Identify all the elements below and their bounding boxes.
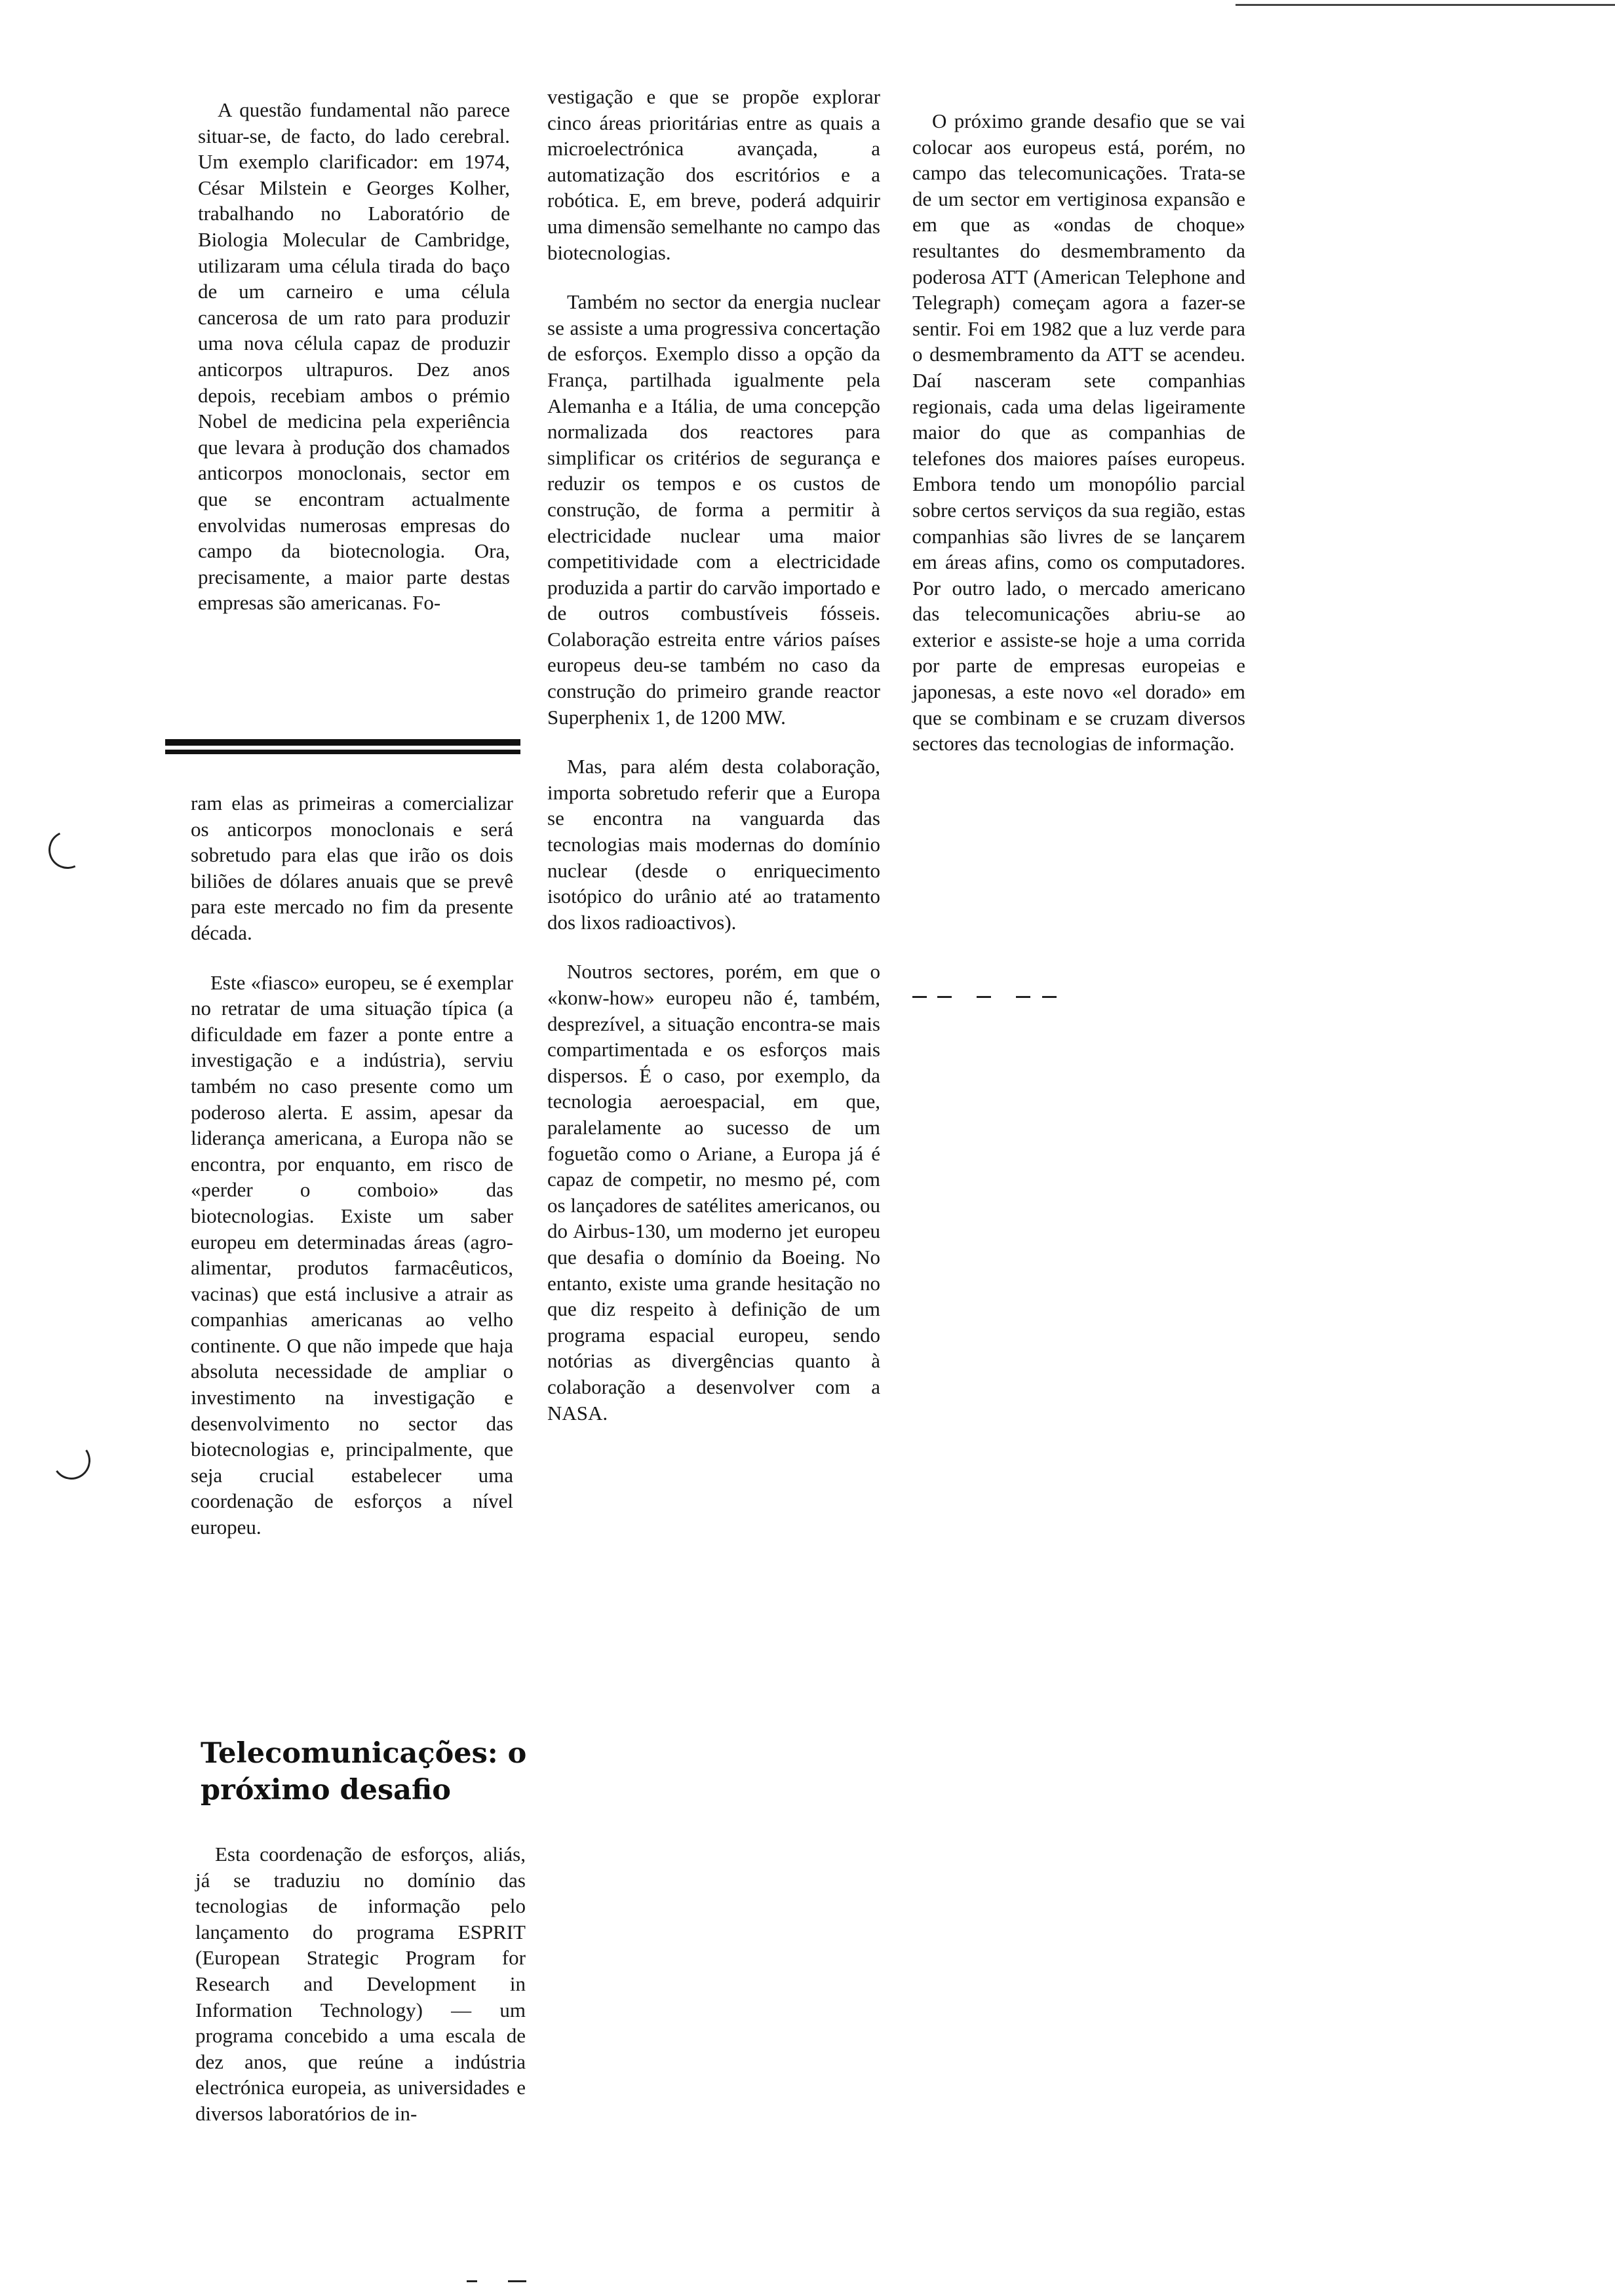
paragraph-investigacao: vestigação e que se propõe explorar cinco áreas prioritárias entre as quais a microelectrónica avançada, a automatização dos escritórios e a robótica. E, em breve, poderá adquirir uma dimensão semelhante no campo das biotecnologias.: [547, 85, 880, 264]
binder-hole-mark-top: [43, 826, 92, 874]
paragraph-fiasco-europeu: Este «fiasco» europeu, se é exemplar no retratar de uma situação típica (a dificuldade em fazer a ponte entre a investigação e a indústria), serviu também no caso presente como um poderoso alerta. E assim, apesar da liderança americana, a Europa não se encontra, por enquanto, em risco de «perder o comboio» das biotecnologias. Existe um saber europeu em determinadas áreas (agro-alimentar, produtos farmacêuticos, vacinas) que está inclusive a atrair as companhias americanas ao velho continente. O que não impede que haja absoluta necessidade de ampliar o investimento na investigação e desenvolvimento no sector das biotecnologias e, principalmente, que seja crucial estabelecer uma coordenação de esforços a nível europeu.: [191, 970, 513, 1539]
end-dash-2: [937, 996, 952, 998]
column-3: [912, 108, 1245, 757]
column-2: [547, 84, 880, 1426]
section-headline: Telecomunicações: o próximo desafio: [201, 1737, 527, 1807]
paragraph-energia-nuclear: Também no sector da energia nuclear se assiste a uma progressiva concertação de esforços. Exemplo disso a opção da França, partilhada igualmente pela Alemanha e a Itália, de uma concepção normalizada dos reactores para simplificar os critérios de segurança e reduzir os tempos e os custos de construção, de forma a permitir à electricidade nuclear uma maior competitividade com a electricidade produzida a partir do carvão importado e de outros combustíveis fósseis. Colaboração estreita entre vários países europeus deu-se também no caso da construção do primeiro grande reactor Superphenix 1, de 1200 MW.: [547, 290, 880, 729]
column-1-bottom: [191, 790, 513, 1540]
binder-hole-mark-bottom: [49, 1438, 93, 1482]
column-1-top: [198, 97, 510, 616]
paragraph-aeroespacial: Noutros sectores, porém, em que o «konw-how» europeu não é, também, desprezível, a situação encontra-se mais compartimentada e os esforços mais dispersos. É o caso, por exemplo, da tecnologia aeroespacial, em que, paralelamente ao sucesso de um foguetão como o Ariane, a Europa já é capaz de competir, no mesmo pé, com os lançadores de satélites americanos, ou do Airbus-130, um moderno jet europeu que desafia o domínio da Boeing. No entanto, existe uma grande hesitação no que diz respeito à definição de um programa espacial europeu, sendo notórias as divergências quanto à colaboração a desenvolver com a NASA.: [547, 960, 880, 1425]
separator-bar-thick: [165, 739, 520, 746]
column-1-section: [195, 1841, 526, 2127]
end-dash-5: [1042, 996, 1057, 998]
paragraph-esprit: Esta coordenação de esforços, aliás, já se traduziu no domínio das tecnologias de informação pelo lançamento do programa ESPRIT (European Strategic Program for Research and Development in Information Technology) — um programa concebido a uma escala de dez anos, que reúne a indústria electrónica europeia, as universidades e diversos laboratórios de in-: [195, 1843, 526, 2125]
end-dash-4: [1016, 996, 1030, 998]
end-dash-3: [977, 996, 991, 998]
end-dash-1: [912, 996, 927, 998]
paragraph-telecomunicacoes: O próximo grande desafio que se vai colocar aos europeus está, porém, no campo das telecomunicações. Trata-se de um sector em vertiginosa expansão e em que as «ondas de choque» resultantes do desmembramento da poderosa ATT (American Telephone and Telegraph) começam agora a fazer-se sentir. Foi em 1982 que a luz verde para o desmembramento da ATT se acendeu. Daí nasceram sete companhias regionais, cada uma delas ligeiramente maior do que as companhias de telefones dos maiores países europeus. Embora tendo um monopólio parcial sobre certos serviços da sua região, estas companhias são livres de se lançarem em áreas afins, como os computadores. Por outro lado, o mercado americano das telecomunicações abriu-se ao exterior e assiste-se hoje a uma corrida por parte de empresas europeias e japonesas, a este novo «el dorado» em que se combinam e se cruzam diversos sectores das tecnologias de informação.: [912, 109, 1245, 756]
bottom-dash-1: [467, 2280, 477, 2282]
paragraph-comercializar: ram elas as primeiras a comercializar os anticorpos monoclonais e será sobretudo para elas que irão os dois biliões de dólares anuais que se prevê para este mercado no fim da presente década.: [191, 792, 513, 944]
paragraph-vanguarda-nuclear: Mas, para além desta colaboração, importa sobretudo referir que a Europa se encontra na vanguarda das tecnologias mais modernas do domínio nuclear (desde o enriquecimento isotópico do urânio até ao tratamento dos lixos radioactivos).: [547, 755, 880, 934]
paragraph-questao-fundamental: A questão fundamental não parece situar-se, de facto, do lado cerebral. Um exemplo clarificador: em 1974, César Milstein e Georges Kolher, trabalhando no Laboratório de Biologia Molecular de Cambridge, utilizaram uma célula tirada do baço de um carneiro e uma célula cancerosa de um rato para produzir uma nova célula capaz de produzir anticorpos ultrapuros. Dez anos depois, recebiam ambos o prémio Nobel de medicina pela experiência que levara à produção dos chamados anticorpos monoclonais, sector em que se encontram actualmente envolvidas numerosas empresas do campo da biotecnologia. Ora, precisamente, a maior parte destas empresas são americanas. Fo-: [198, 98, 510, 615]
top-rule: [1236, 4, 1615, 6]
bottom-dash-2: [508, 2280, 526, 2282]
separator-bar-thin: [165, 750, 520, 754]
